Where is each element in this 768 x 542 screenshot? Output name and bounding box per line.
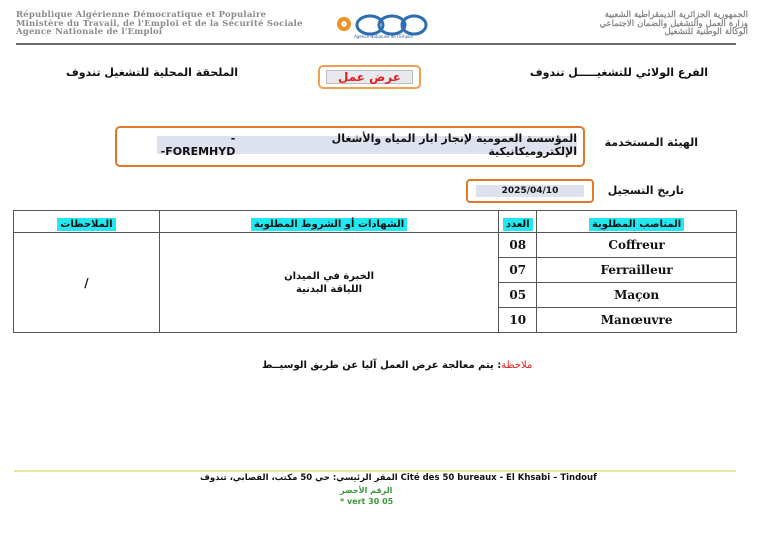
positions-table bbox=[13, 210, 737, 333]
footer-divider bbox=[14, 470, 736, 472]
footer-green-label: الرقم الأخضر bbox=[340, 486, 393, 495]
registration-date-box bbox=[466, 179, 594, 203]
job-offer-title: عرض عمل bbox=[326, 70, 413, 84]
requirement-experience: الخبرة في الميدان bbox=[284, 270, 374, 282]
table-header-row bbox=[14, 211, 737, 233]
header-french bbox=[16, 11, 303, 37]
office-left: الملحقة المحلية للتشغيل تندوف bbox=[66, 66, 239, 79]
registration-label: تاريخ التسجيل bbox=[607, 184, 684, 197]
note-line bbox=[262, 360, 532, 371]
registration-date: 2025/04/10 bbox=[476, 185, 584, 197]
header-notes: الملاحظات bbox=[57, 218, 115, 231]
position-cell: Manœuvre bbox=[537, 308, 737, 333]
notes-cell: / bbox=[14, 233, 160, 333]
count-cell: 08 bbox=[499, 233, 537, 258]
header-requirements: الشهادات أو الشروط المطلوبة bbox=[251, 218, 407, 231]
position-cell: Maçon bbox=[537, 283, 737, 308]
header-positions: المناصب المطلوبة bbox=[589, 218, 684, 231]
employer-box bbox=[115, 126, 585, 167]
employer-label: الهيئة المستخدمة bbox=[604, 136, 698, 149]
footer-address-ar: المقر الرئيسي: حي 50 مكتب، القصابي، تندوف bbox=[200, 473, 398, 483]
requirement-fitness: اللياقة البدنية bbox=[295, 283, 363, 295]
header-count: العدد bbox=[503, 218, 533, 231]
header-ar-line2: وزارة العمل والتشغيل والضمان الاجتماعي bbox=[599, 18, 748, 29]
header-divider bbox=[16, 43, 736, 45]
employer-name-code: -FOREMHYD- bbox=[160, 132, 236, 158]
count-cell: 07 bbox=[499, 258, 537, 283]
header-arabic bbox=[599, 11, 748, 37]
job-offer-badge bbox=[318, 65, 421, 89]
header-ar-line3: الوكالة الوطنية للتشغيل bbox=[664, 27, 748, 38]
footer-green-number: * vert 30 05 bbox=[340, 497, 394, 506]
count-cell: 10 bbox=[499, 308, 537, 333]
footer-address-fr: Cité des 50 bureaux - El Khsabi – Tindouf bbox=[400, 473, 597, 483]
office-right: الفرع الولائي للتشغيـــــل تندوف bbox=[529, 66, 708, 79]
header-fr-line1: République Algérienne Démocratique et Populaire bbox=[16, 10, 267, 20]
note-text: : يتم معالجة عرض العمل آليا عن طريق الوسيــط bbox=[262, 360, 502, 371]
position-cell: Ferrailleur bbox=[537, 258, 737, 283]
table-row bbox=[14, 233, 737, 258]
employer-name bbox=[157, 132, 577, 158]
header-fr-line3: Agence Nationale de l'Emploi bbox=[16, 27, 163, 38]
employer-name-ar: المؤسسة العمومية لإنجاز ابار المياه والأشغال الإلكتروميكانيكية bbox=[331, 132, 577, 158]
requirements-cell bbox=[159, 233, 498, 333]
note-label: ملاحظة bbox=[501, 360, 533, 371]
header-ar-line1: الجمهورية الجزائرية الديمقراطية الشعبية bbox=[604, 10, 748, 20]
count-cell: 05 bbox=[499, 283, 537, 308]
position-cell: Coffreur bbox=[537, 233, 737, 258]
footer-green bbox=[340, 486, 392, 495]
footer-address bbox=[200, 473, 597, 483]
logo-caption: Agence Nationale de l'Emploi bbox=[354, 34, 413, 39]
header-fr-line2: Ministère du Travail, de l'Emploi et de la Sécurité Sociale bbox=[16, 18, 303, 29]
